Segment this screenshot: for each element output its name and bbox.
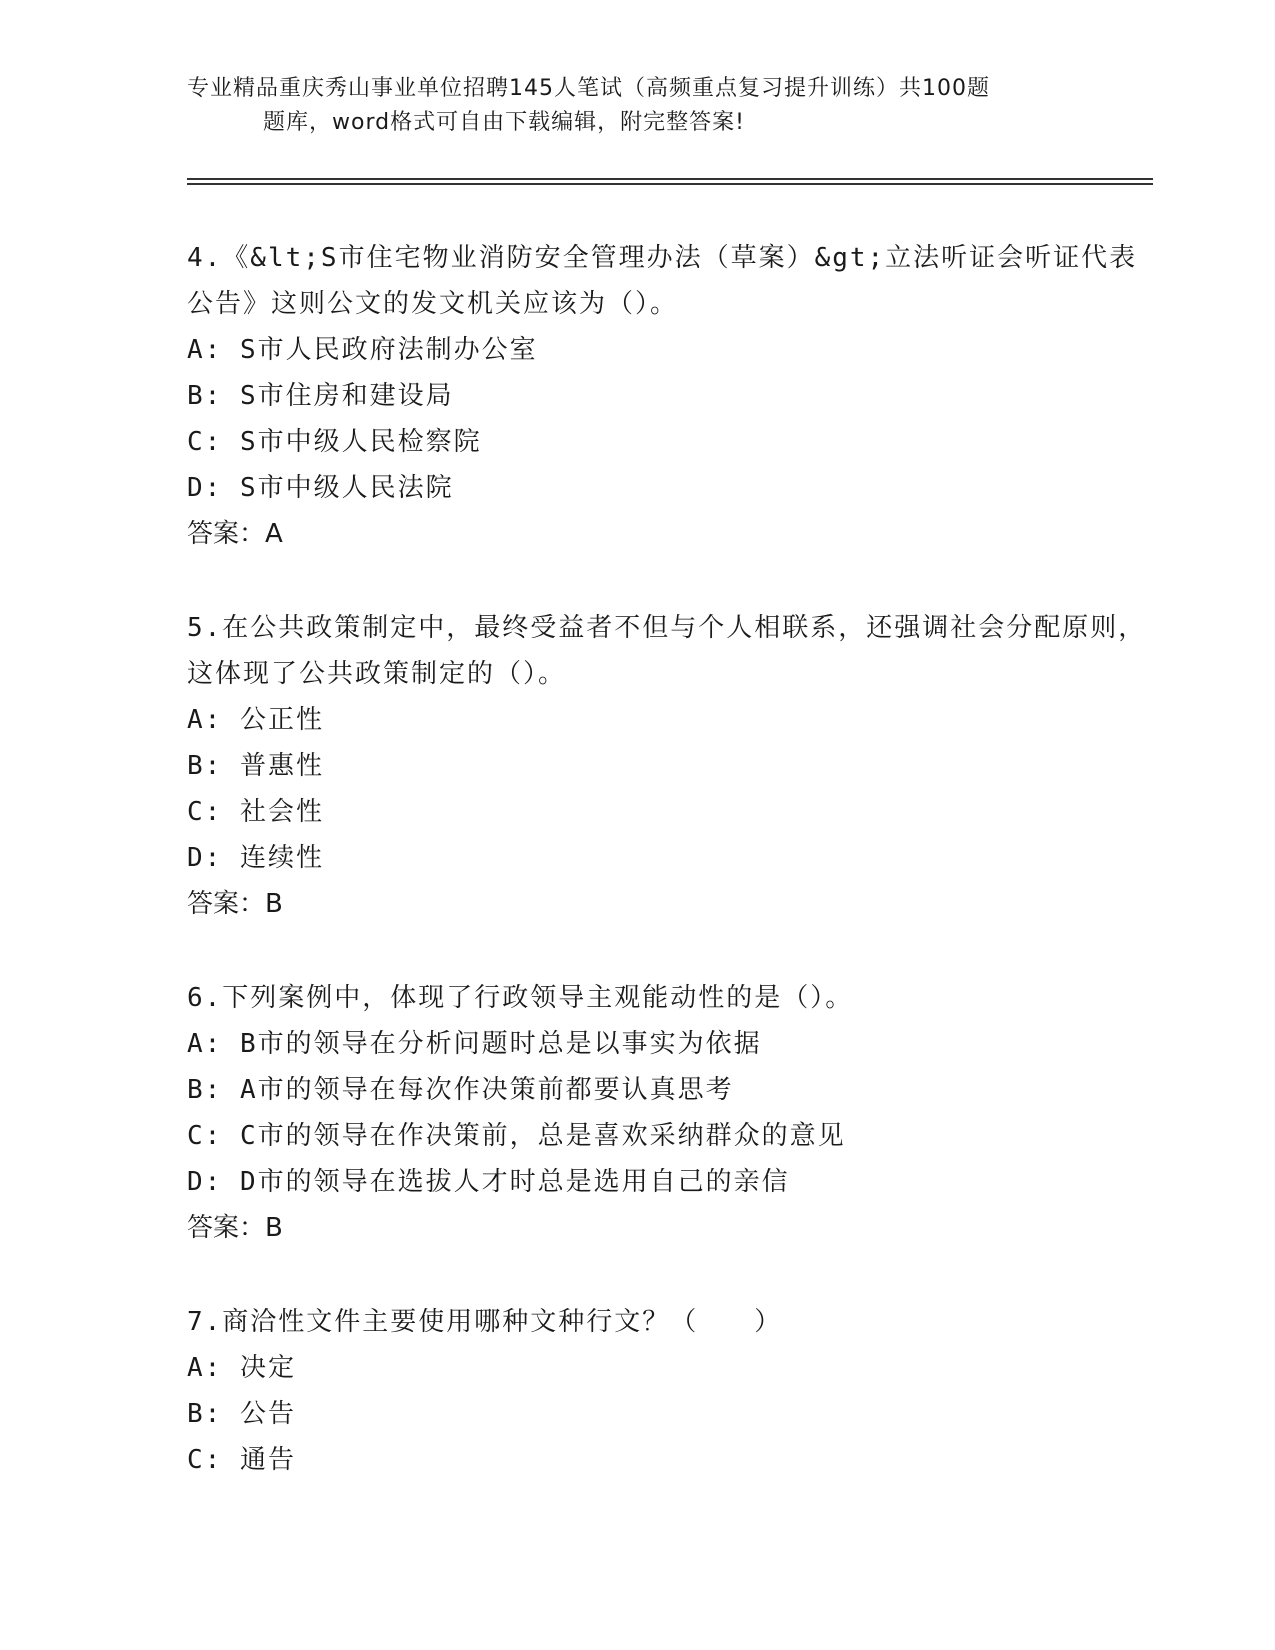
question-list xyxy=(187,235,1147,1531)
option-c: C: C市的领导在作决策前，总是喜欢采纳群众的意见 xyxy=(187,1121,846,1151)
question-4 xyxy=(187,235,1147,557)
answer-line: 答案：B xyxy=(187,889,283,919)
question-stem: 7.商洽性文件主要使用哪种文种行文？（ ） xyxy=(187,1307,783,1337)
answer-line: 答案：B xyxy=(187,1213,283,1243)
question-stem: 4.《&lt;S市住宅物业消防安全管理办法（草案）&gt;立法听证会听证代表公告》这则公文的发文机关应该为（）。 xyxy=(187,243,1138,319)
option-d: D: 连续性 xyxy=(187,843,324,873)
option-a: A: S市人民政府法制办公室 xyxy=(187,335,538,365)
option-c: C: 社会性 xyxy=(187,797,324,827)
option-a: A: 决定 xyxy=(187,1353,296,1383)
option-b: B: 公告 xyxy=(187,1399,296,1429)
header-divider-bottom xyxy=(187,183,1153,185)
option-b: B: 普惠性 xyxy=(187,751,324,781)
question-6 xyxy=(187,975,1147,1251)
option-a: A: 公正性 xyxy=(187,705,324,735)
option-b: B: S市住房和建设局 xyxy=(187,381,454,411)
question-stem: 6.下列案例中，体现了行政领导主观能动性的是（）。 xyxy=(187,983,854,1013)
answer-line: 答案：A xyxy=(187,519,283,549)
option-c: C: 通告 xyxy=(187,1445,296,1475)
option-d: D: D市的领导在选拔人才时总是选用自己的亲信 xyxy=(187,1167,790,1197)
header-title-line-1: 专业精品重庆秀山事业单位招聘145人笔试（高频重点复习提升训练）共100题 xyxy=(187,76,990,101)
option-d: D: S市中级人民法院 xyxy=(187,473,454,503)
header-title-line-2: 题库，word格式可自由下载编辑，附完整答案! xyxy=(263,110,745,135)
header-divider-top xyxy=(187,178,1153,180)
option-a: A: B市的领导在分析问题时总是以事实为依据 xyxy=(187,1029,762,1059)
question-7 xyxy=(187,1299,1147,1483)
question-5 xyxy=(187,605,1147,927)
option-b: B: A市的领导在每次作决策前都要认真思考 xyxy=(187,1075,734,1105)
option-c: C: S市中级人民检察院 xyxy=(187,427,482,457)
question-stem: 5.在公共政策制定中，最终受益者不但与个人相联系，还强调社会分配原则，这体现了公共政策制定的（）。 xyxy=(187,613,1147,689)
document-header xyxy=(187,72,1087,140)
